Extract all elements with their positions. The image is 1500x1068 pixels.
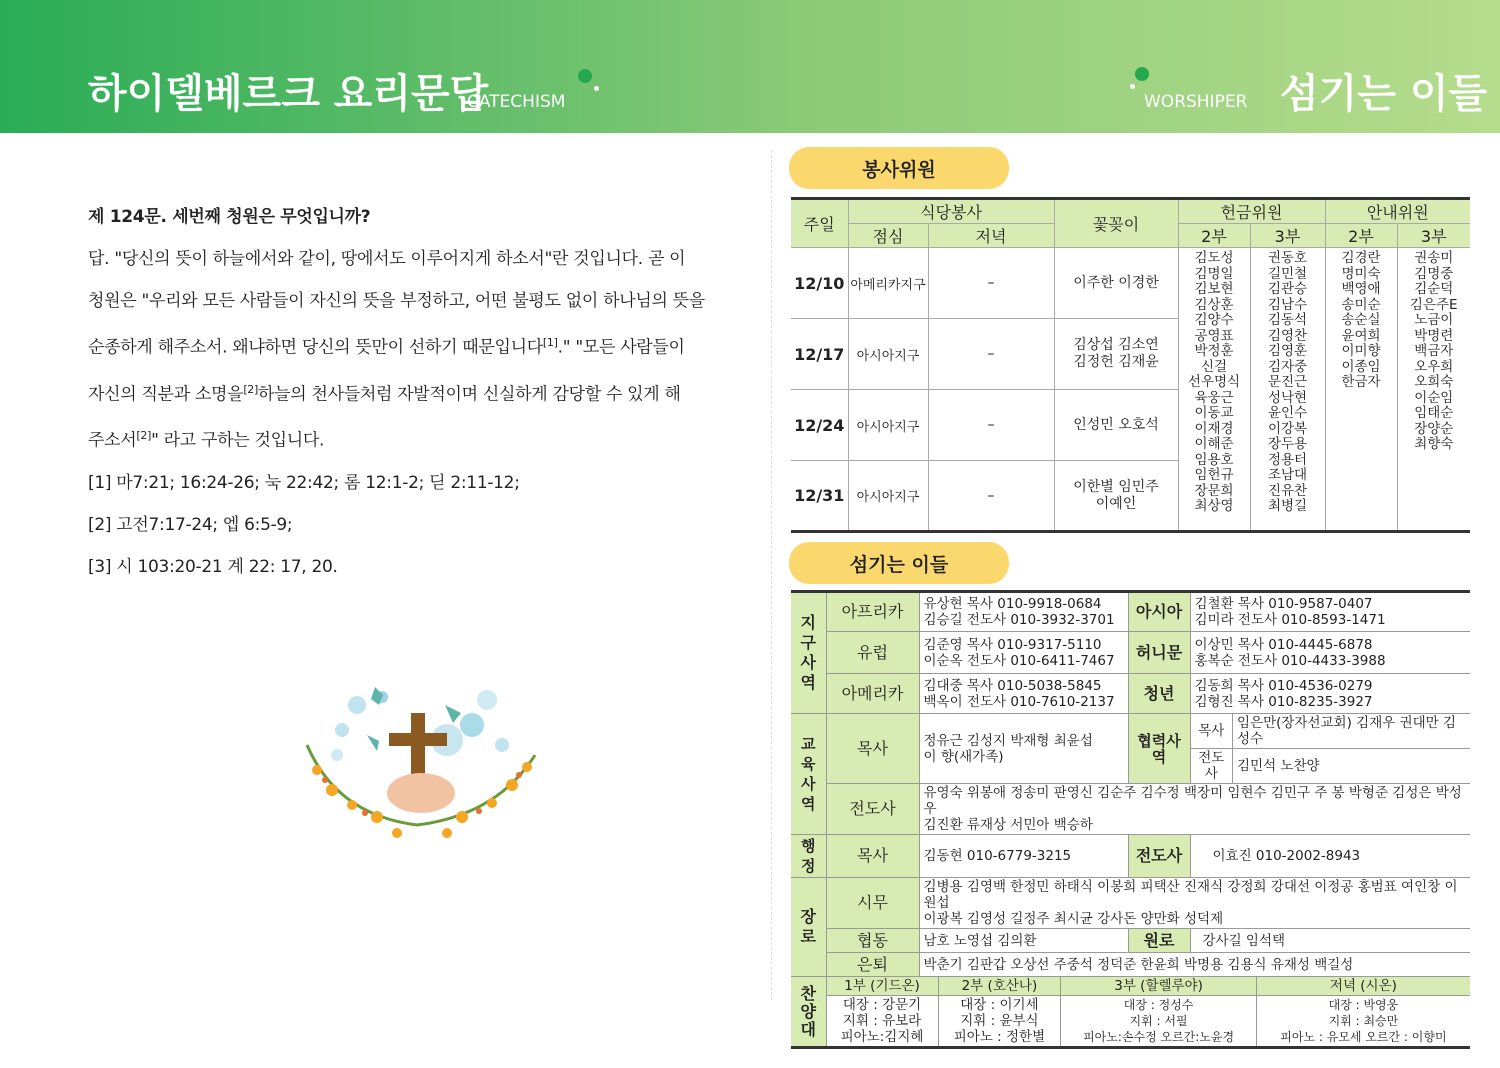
dinner-cell: – [928, 461, 1054, 532]
header-lunch: 점심 [848, 224, 928, 248]
education-category: 교육 사역 [791, 714, 826, 835]
elder-senior-value: 강사길 임석택 [1190, 929, 1470, 953]
dinner-cell: – [928, 319, 1054, 390]
date-cell: 12/17 [791, 319, 848, 390]
green-dot-icon [578, 69, 592, 83]
elder-active-label: 시무 [826, 878, 919, 929]
youth-label: 청년 [1128, 674, 1190, 714]
cooperation-cell [1190, 714, 1470, 784]
cross-doves-illustration [297, 675, 547, 845]
choir-1-name: 1부 (기드온) [827, 977, 939, 996]
edu-evangelist-label: 전도사 [826, 784, 919, 835]
page-header [0, 0, 1500, 133]
edu-evangelist-value: 유영숙 위봉애 정송미 판영신 김순주 김수정 백장미 임현수 김민구 주 봉 박형준 김성은 박성우 김진환 류재상 서민아 백승하 [919, 784, 1470, 835]
answer-line: 자신의 직분과 소명을 [88, 384, 244, 405]
edu-pastor-label: 목사 [826, 714, 919, 784]
honeymoon-value: 이상민 목사 010-4445-6878 홍복순 전도사 010-4433-3988 [1190, 632, 1470, 674]
elder-senior-label: 원로 [1128, 929, 1190, 953]
choir-table [827, 977, 1471, 1046]
flower-cell: 인성민 오호석 [1054, 390, 1178, 461]
cooperation-table [1191, 714, 1471, 783]
offering-3-names: 권동호 길민철 김관승 김남수 김동석 김영찬 김영훈 김자중 문진근 성낙현 윤인수 이강복 장두용 정용터 조남대 진유찬 최병길 [1250, 248, 1325, 532]
offering-2-names: 김도성 김명일 김보현 김상훈 김양수 공영표 박정훈 신걸 선우명식 육웅근 이동교 이재경 이해준 임용호 임헌규 장문희 최상영 [1178, 248, 1250, 532]
footnote-mark: [2] [136, 429, 152, 443]
coop-evangelist-value: 김민석 노찬양 [1233, 749, 1471, 784]
elder-assoc-value: 남호 노영섭 김의환 [919, 929, 1128, 953]
catechism-section [88, 196, 753, 588]
catechism-question: 제 124문. 세번째 청원은 무엇입니까? [88, 207, 371, 227]
cooperation-label: 협력사역 [1128, 714, 1190, 784]
white-dot-icon [1130, 84, 1135, 89]
header-week: 주일 [791, 199, 848, 248]
catechism-answer [88, 238, 753, 462]
elder-assoc-label: 협동 [826, 929, 919, 953]
coop-evangelist-label: 전도사 [1191, 749, 1233, 784]
lunch-cell: 아시아지구 [848, 319, 928, 390]
dinner-cell: – [928, 248, 1054, 319]
lunch-cell: 아메리카지구 [848, 248, 928, 319]
answer-line: " 라고 구하는 것입니다. [151, 430, 325, 451]
asia-label: 아시아 [1128, 592, 1190, 632]
header-guide: 안내위원 [1325, 199, 1470, 224]
elder-retired-value: 박춘기 김판갑 오상선 주중석 정덕준 한윤희 박명용 김용식 유재성 백길성 [919, 953, 1470, 977]
choir-4-members: 대장 : 박영웅 지휘 : 최승만 피아노 : 유모세 오르간 : 이향미 [1256, 996, 1470, 1047]
volunteers-heading: 봉사위원 [789, 147, 1009, 189]
elder-category: 장 로 [791, 878, 826, 977]
reference-1: [1] 마7:21; 16:24-26; 눅 22:42; 롬 12:1-2; 딛 2:11-12; [88, 472, 520, 493]
reference-2: [2] 고전7:17-24; 엡 6:5-9; [88, 514, 293, 535]
america-value: 김대중 목사 010-5038-5845 백옥이 전도사 010-7610-2137 [919, 674, 1128, 714]
volunteers-table [791, 197, 1470, 533]
asia-value: 김철환 목사 010-9587-0407 김미라 전도사 010-8593-1471 [1190, 592, 1470, 632]
choir-2-members: 대장 : 이기세 지휘 : 윤부식 피아노 : 정한별 [938, 996, 1061, 1047]
choir-4-name: 저녁 (시온) [1256, 977, 1470, 996]
choir-2-name: 2부 (호산나) [938, 977, 1061, 996]
header-flower: 꽃꽂이 [1054, 199, 1178, 248]
coop-pastor-value: 임은만(장자선교회) 김재우 권대만 김성수 [1233, 714, 1471, 749]
honeymoon-label: 허니문 [1128, 632, 1190, 674]
header-guide-2: 2부 [1325, 224, 1397, 248]
workers-heading: 섬기는 이들 [789, 542, 1009, 584]
flower-cell: 김상섭 김소연 김정헌 김재윤 [1054, 319, 1178, 390]
header-guide-3: 3부 [1397, 224, 1470, 248]
africa-value: 유상현 목사 010-9918-0684 김승길 전도사 010-3932-3701 [919, 592, 1128, 632]
answer-line: 청원은 "우리와 모든 사람들이 자신의 뜻을 부정하고, 어떤 불평도 없이 하나님의 뜻을 [88, 291, 705, 311]
answer-line: 순종하게 해주소서. 왜냐하면 당신의 뜻만이 선하기 때문입니다 [88, 337, 543, 358]
lunch-cell: 아시아지구 [848, 461, 928, 532]
edu-pastor-value: 정유근 김성지 박재형 최윤섭 이 향(새가족) [919, 714, 1128, 784]
worshiper-subtitle: WORSHIPER [1144, 92, 1248, 112]
catechism-title: 하이델베르크 요리문답 [88, 71, 489, 117]
answer-line: ." "모든 사람들이 [557, 337, 685, 358]
admin-evangelist-label: 전도사 [1128, 835, 1190, 878]
column-divider [771, 150, 772, 1000]
lunch-cell: 아시아지구 [848, 390, 928, 461]
dinner-cell: – [928, 390, 1054, 461]
worshiper-title: 섬기는 이들 [1280, 71, 1488, 117]
flower-cell: 이주한 이경한 [1054, 248, 1178, 319]
header-offering-3: 3부 [1250, 224, 1325, 248]
guide-2-names: 김경란 명미숙 백영애 송미순 송순실 윤여희 이미향 이종임 한금자 [1325, 248, 1397, 532]
catechism-subtitle: CATECHISM [467, 92, 566, 112]
answer-line: 답. "당신의 뜻이 하늘에서와 같이, 땅에서도 이루어지게 하소서"란 것입니다. 곧 이 [88, 249, 686, 269]
choir-3-members: 대장 : 정성수 지휘 : 서필 피아노:손수정 오르간:노윤경 [1061, 996, 1257, 1047]
elder-retired-label: 은퇴 [826, 953, 919, 977]
white-dot-icon [594, 86, 599, 91]
youth-value: 김동희 목사 010-4536-0279 김형진 목사 010-8235-3927 [1190, 674, 1470, 714]
header-dinner: 저녁 [928, 224, 1054, 248]
flower-cell: 이한별 임민주 이예인 [1054, 461, 1178, 532]
footnote-mark: [2] [243, 382, 258, 396]
admin-evangelist-value: 이효진 010-2002-8943 [1190, 835, 1470, 878]
choir-3-name: 3부 (할렐루야) [1061, 977, 1257, 996]
date-cell: 12/10 [791, 248, 848, 319]
header-offering: 헌금위원 [1178, 199, 1325, 224]
admin-category: 행정 [791, 835, 826, 878]
answer-line: 하늘의 천사들처럼 자발적이며 신실하게 감당할 수 있게 해 [258, 384, 681, 405]
workers-table [791, 590, 1470, 1049]
choir-cell [826, 977, 1470, 1048]
date-cell: 12/24 [791, 390, 848, 461]
elder-active-value: 김병용 김영백 한정민 하태식 이봉희 피택산 진재식 강정희 강대선 이정공 홍범표 여인창 이원섭 이광복 김영성 길정주 최시균 강사돈 양만화 성덕제 [919, 878, 1470, 929]
green-dot-icon [1135, 67, 1149, 81]
africa-label: 아프리카 [826, 592, 919, 632]
admin-pastor-label: 목사 [826, 835, 919, 878]
admin-pastor-value: 김동현 010-6779-3215 [919, 835, 1128, 878]
choir-category: 찬 양 대 [791, 977, 826, 1048]
guide-3-names: 권송미 김명중 김순덕 김은주E 노금이 박명련 백금자 오우희 오희숙 이순임 임태순 장양순 최향숙 [1397, 248, 1470, 532]
answer-line: 주소서 [88, 430, 137, 451]
date-cell: 12/31 [791, 461, 848, 532]
europe-value: 김준영 목사 010-9317-5110 이순옥 전도사 010-6411-7467 [919, 632, 1128, 674]
reference-3: [3] 시 103:20-21 계 22: 17, 20. [88, 556, 338, 577]
america-label: 아메리카 [826, 674, 919, 714]
header-offering-2: 2부 [1178, 224, 1250, 248]
europe-label: 유럽 [826, 632, 919, 674]
district-category: 지 구 사 역 [791, 592, 826, 714]
footnote-mark: [1] [542, 336, 558, 349]
coop-pastor-label: 목사 [1191, 714, 1233, 749]
header-meal: 식당봉사 [848, 199, 1054, 224]
choir-1-members: 대장 : 강문기 지휘 : 유보라 피아노:김지혜 [827, 996, 939, 1047]
